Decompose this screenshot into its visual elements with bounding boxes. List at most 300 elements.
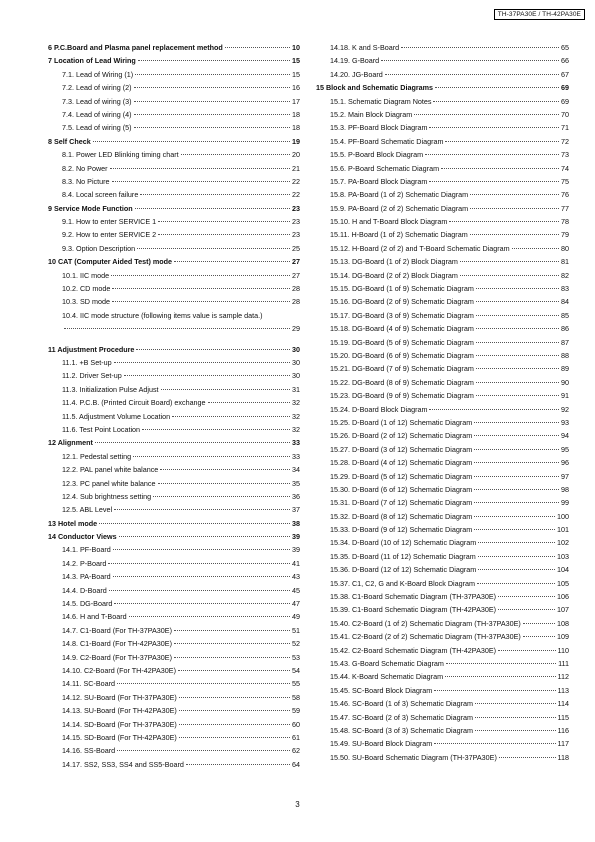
toc-entry-page-number: 37 xyxy=(292,505,300,515)
toc-entry-title: 8.4. Local screen failure xyxy=(62,190,139,200)
toc-subsection-entry[interactable] xyxy=(316,657,569,670)
dot-leader xyxy=(174,643,290,644)
toc-entry-title: 15.46. SC-Board (1 of 3) Schematic Diagram xyxy=(330,699,474,709)
toc-entry-title: 15.11. H-Board (1 of 2) Schematic Diagram xyxy=(330,230,468,240)
toc-entry-title: 15.47. SC-Board (2 of 3) Schematic Diagram xyxy=(330,712,474,722)
toc-entry-title: 15 Block and Schematic Diagrams xyxy=(316,83,434,93)
toc-section-entry[interactable] xyxy=(48,436,300,449)
toc-subsection-entry[interactable] xyxy=(316,670,569,683)
toc-entry-page-number: 73 xyxy=(561,150,569,160)
toc-entry-page-number: 32 xyxy=(292,424,300,434)
toc-entry-title: 9.1. How to enter SERVICE 1 xyxy=(62,217,157,227)
dot-leader xyxy=(117,683,290,684)
toc-entry-page-number: 69 xyxy=(561,96,569,106)
dot-leader xyxy=(114,509,290,510)
toc-subsection-entry[interactable] xyxy=(48,463,300,476)
toc-section-entry[interactable] xyxy=(48,135,300,148)
toc-subsection-entry[interactable] xyxy=(316,724,569,737)
toc-entry-page-number: 53 xyxy=(292,652,300,662)
toc-entry-page-number: 80 xyxy=(561,243,569,253)
toc-entry-page-number: 52 xyxy=(292,639,300,649)
toc-subsection-entry[interactable] xyxy=(48,423,300,436)
toc-entry-page-number: 58 xyxy=(292,692,300,702)
toc-entry-title: 15.6. P-Board Schematic Diagram xyxy=(330,163,440,173)
dot-leader xyxy=(499,757,556,758)
toc-entry-page-number: 113 xyxy=(557,685,569,695)
toc-entry-page-number: 41 xyxy=(292,558,300,568)
dot-leader xyxy=(474,489,559,490)
toc-subsection-entry[interactable] xyxy=(316,429,569,442)
toc-entry-page-number: 79 xyxy=(561,230,569,240)
toc-entry-title: 15.5. P-Board Block Diagram xyxy=(330,150,424,160)
toc-subsection-entry[interactable] xyxy=(48,450,300,463)
dot-leader xyxy=(498,596,555,597)
dot-leader xyxy=(429,127,559,128)
toc-section-entry[interactable] xyxy=(48,41,300,54)
toc-subsection-entry[interactable] xyxy=(316,362,569,375)
toc-subsection-entry[interactable] xyxy=(316,389,569,402)
dot-leader xyxy=(477,583,555,584)
toc-subsection-entry[interactable] xyxy=(316,175,569,188)
dot-leader xyxy=(474,516,555,517)
toc-entry-page-number: 109 xyxy=(557,632,569,642)
toc-subsection-entry[interactable] xyxy=(48,188,300,201)
toc-entry-page-number: 33 xyxy=(292,451,300,461)
toc-subsection-entry[interactable] xyxy=(316,68,569,81)
dot-leader xyxy=(474,449,559,450)
dot-leader xyxy=(134,101,290,102)
toc-subsection-entry[interactable] xyxy=(316,416,569,429)
toc-subsection-entry[interactable] xyxy=(316,550,569,563)
toc-subsection-entry[interactable] xyxy=(316,711,569,724)
dot-leader xyxy=(425,154,559,155)
dot-leader xyxy=(475,730,556,731)
toc-entry-title: 15.43. G-Board Schematic Diagram xyxy=(330,658,444,668)
toc-entry-title: 8.1. Power LED Blinking timing chart xyxy=(62,150,179,160)
page-number: 3 xyxy=(295,800,300,809)
toc-entry-page-number: 39 xyxy=(292,545,300,555)
toc-subsection-entry[interactable] xyxy=(48,215,300,228)
toc-entry-title: 10.2. CD mode xyxy=(62,284,111,294)
toc-entry-title: 15.15. DG-Board (1 of 9) Schematic Diagram xyxy=(330,284,474,294)
toc-entry-title: 13 Hotel mode xyxy=(48,518,98,528)
toc-entry-page-number: 105 xyxy=(557,578,569,588)
toc-subsection-entry[interactable] xyxy=(316,95,569,108)
toc-entry-page-number: 36 xyxy=(292,491,300,501)
toc-entry-page-number: 92 xyxy=(561,404,569,414)
toc-entry-page-number: 102 xyxy=(557,538,569,548)
toc-entry-page-number: 72 xyxy=(561,136,569,146)
toc-section-entry[interactable] xyxy=(48,343,300,356)
toc-entry-page-number: 21 xyxy=(292,163,300,173)
toc-entry-page-number: 20 xyxy=(292,150,300,160)
toc-subsection-entry[interactable] xyxy=(316,483,569,496)
toc-entry-title: 15.23. DG-Board (9 of 9) Schematic Diagram xyxy=(330,391,474,401)
toc-subsection-entry[interactable] xyxy=(48,108,300,121)
toc-left-column xyxy=(48,41,300,771)
toc-subsection-entry[interactable] xyxy=(316,403,569,416)
dot-leader xyxy=(523,623,555,624)
toc-subsection-entry[interactable] xyxy=(48,610,300,623)
toc-section-entry[interactable] xyxy=(48,530,300,543)
toc-subsection-entry[interactable] xyxy=(316,162,569,175)
toc-entry-title: 9.3. Option Description xyxy=(62,243,136,253)
toc-subsection-entry[interactable] xyxy=(316,630,569,643)
toc-entry-page-number: 34 xyxy=(292,465,300,475)
toc-subsection-entry[interactable] xyxy=(48,758,300,771)
toc-entry-title: 12.2. PAL panel white balance xyxy=(62,465,159,475)
toc-section-entry[interactable] xyxy=(48,255,300,268)
toc-subsection-entry[interactable] xyxy=(48,309,300,322)
toc-entry-page-number: 65 xyxy=(561,43,569,52)
dot-leader xyxy=(129,616,290,617)
dot-leader xyxy=(476,355,559,356)
toc-subsection-entry[interactable] xyxy=(48,383,300,396)
toc-entry-title: 15.42. C2-Board Schematic Diagram (TH-42PA30E) xyxy=(330,645,497,655)
toc-subsection-entry[interactable] xyxy=(48,162,300,175)
toc-subsection-entry[interactable] xyxy=(316,336,569,349)
toc-subsection-entry[interactable] xyxy=(316,536,569,549)
toc-subsection-entry[interactable] xyxy=(48,731,300,744)
toc-entry-page-number: 93 xyxy=(561,417,569,427)
toc-subsection-entry[interactable] xyxy=(316,41,569,54)
toc-section-entry[interactable] xyxy=(48,54,300,67)
toc-subsection-entry[interactable] xyxy=(316,644,569,657)
toc-entry-page-number: 90 xyxy=(561,377,569,387)
toc-subsection-entry[interactable] xyxy=(48,503,300,516)
dot-leader xyxy=(112,181,290,182)
toc-entry-page-number: 111 xyxy=(558,658,569,668)
toc-subsection-entry[interactable] xyxy=(316,54,569,67)
toc-entry-page-number: 112 xyxy=(557,672,569,682)
toc-subsection-entry[interactable] xyxy=(48,121,300,134)
dot-leader xyxy=(478,542,555,543)
toc-subsection-entry[interactable] xyxy=(316,577,569,590)
toc-entry-title: 15.44. K-Board Schematic Diagram xyxy=(330,672,444,682)
dot-leader xyxy=(474,435,559,436)
toc-entry-page-number: 96 xyxy=(561,458,569,468)
toc-entry-page-number: 45 xyxy=(292,585,300,595)
toc-entry-page-number: 54 xyxy=(292,665,300,675)
toc-subsection-entry[interactable] xyxy=(48,369,300,382)
toc-entry-page-number: 43 xyxy=(292,572,300,582)
toc-entry-title: 15.13. DG-Board (1 of 2) Block Diagram xyxy=(330,257,458,267)
dot-leader xyxy=(470,194,559,195)
toc-subsection-entry[interactable] xyxy=(316,523,569,536)
toc-entry-title: 14.1. PF-Board xyxy=(62,545,111,555)
dot-leader xyxy=(476,288,559,289)
toc-subsection-entry[interactable] xyxy=(316,242,569,255)
toc-subsection-entry[interactable] xyxy=(316,510,569,523)
toc-entry-title: 11.5. Adjustment Volume Location xyxy=(62,411,171,421)
toc-subsection-entry[interactable] xyxy=(48,81,300,94)
toc-subsection-entry[interactable] xyxy=(48,282,300,295)
toc-subsection-entry[interactable] xyxy=(316,202,569,215)
toc-subsection-entry[interactable] xyxy=(48,477,300,490)
toc-subsection-entry[interactable] xyxy=(48,269,300,282)
toc-subsection-entry[interactable] xyxy=(48,95,300,108)
toc-entry-page-number: 97 xyxy=(561,471,569,481)
toc-subsection-entry[interactable] xyxy=(316,617,569,630)
toc-entry-page-number: 39 xyxy=(292,532,300,542)
toc-entry-title: 11.1. +B Set-up xyxy=(62,357,112,367)
toc-spacer xyxy=(48,336,300,343)
toc-subsection-entry[interactable] xyxy=(316,121,569,134)
toc-entry-title: 12.5. ABL Level xyxy=(62,505,113,515)
toc-entry-title: 10.4. IIC mode structure (following items value is sample data.) xyxy=(62,310,263,320)
toc-entry-page-number: 118 xyxy=(557,752,569,762)
toc-subsection-entry[interactable] xyxy=(48,175,300,188)
dot-leader xyxy=(134,114,290,115)
dot-leader xyxy=(478,569,555,570)
toc-entry-page-number: 61 xyxy=(292,732,300,742)
toc-entry-title: 7.5. Lead of wiring (5) xyxy=(62,123,132,133)
toc-entry-page-number: 117 xyxy=(557,739,569,749)
toc-entry-title: 15.20. DG-Board (6 of 9) Schematic Diagram xyxy=(330,350,474,360)
dot-leader xyxy=(498,650,555,651)
toc-subsection-entry[interactable] xyxy=(48,691,300,704)
toc-section-entry[interactable] xyxy=(48,202,300,215)
toc-subsection-entry[interactable] xyxy=(316,456,569,469)
dot-leader xyxy=(476,395,559,396)
toc-entry-title: 15.50. SU-Board Schematic Diagram (TH-37PA30E) xyxy=(330,752,497,762)
toc-subsection-entry[interactable] xyxy=(48,651,300,664)
toc-subsection-entry[interactable] xyxy=(316,751,569,764)
toc-subsection-entry[interactable] xyxy=(316,603,569,616)
dot-leader xyxy=(445,676,555,677)
toc-subsection-entry[interactable] xyxy=(48,664,300,677)
toc-entry-title: 15.3. PF-Board Block Diagram xyxy=(330,123,428,133)
toc-entry-page-number: 31 xyxy=(292,384,300,394)
toc-entry-title: 14.4. D-Board xyxy=(62,585,107,595)
toc-entry-page-number: 23 xyxy=(292,203,300,213)
toc-subsection-entry[interactable] xyxy=(48,295,300,308)
dot-leader xyxy=(449,221,559,222)
dot-leader xyxy=(136,349,290,350)
toc-entry-title: 15.45. SC-Board Block Diagram xyxy=(330,685,433,695)
toc-entry-page-number: 98 xyxy=(561,484,569,494)
dot-leader xyxy=(414,114,559,115)
dot-leader xyxy=(476,368,559,369)
toc-entry-title: 15.24. D-Board Block Diagram xyxy=(330,404,428,414)
dot-leader xyxy=(114,362,290,363)
toc-subsection-entry[interactable] xyxy=(48,677,300,690)
toc-entry-page-number: 75 xyxy=(561,176,569,186)
dot-leader xyxy=(523,636,555,637)
toc-entry-page-number: 108 xyxy=(557,618,569,628)
toc-subsection-entry[interactable] xyxy=(316,148,569,161)
toc-entry-page-number: 62 xyxy=(292,746,300,756)
toc-entry-page-number: 71 xyxy=(561,123,569,133)
toc-entry-page-number: 99 xyxy=(561,498,569,508)
dot-leader xyxy=(172,416,290,417)
toc-subsection-entry[interactable] xyxy=(316,295,569,308)
toc-entry-page-number: 107 xyxy=(557,605,569,615)
toc-entry-page-number: 17 xyxy=(292,96,300,106)
toc-subsection-entry[interactable] xyxy=(316,228,569,241)
toc-entry-page-number: 55 xyxy=(292,679,300,689)
toc-entry-title: 15.32. D-Board (8 of 12) Schematic Diagram xyxy=(330,511,473,521)
toc-subsection-entry[interactable] xyxy=(48,744,300,757)
toc-entry-title: 14.8. C1-Board (For TH-42PA30E) xyxy=(62,639,172,649)
toc-entry-page-number: 94 xyxy=(561,431,569,441)
dot-leader xyxy=(158,234,290,235)
toc-subsection-entry[interactable] xyxy=(48,597,300,610)
toc-entry-page-number: 33 xyxy=(292,438,300,448)
toc-entry-page-number: 35 xyxy=(292,478,300,488)
toc-entry-title: 12.1. Pedestal setting xyxy=(62,451,132,461)
toc-subsection-entry[interactable] xyxy=(48,490,300,503)
dot-leader xyxy=(445,141,559,142)
dot-leader xyxy=(181,154,290,155)
toc-subsection-entry[interactable] xyxy=(316,322,569,335)
toc-subsection-entry[interactable] xyxy=(48,718,300,731)
dot-leader xyxy=(470,208,559,209)
toc-subsection-entry[interactable] xyxy=(316,590,569,603)
toc-entry-page-number: 89 xyxy=(561,364,569,374)
toc-entry-title: 15.1. Schematic Diagram Notes xyxy=(330,96,432,106)
toc-entry-title: 7.2. Lead of wiring (2) xyxy=(62,83,132,93)
toc-entry-title: 14.16. SS-Board xyxy=(62,746,116,756)
dot-leader xyxy=(179,737,290,738)
toc-entry-page-number: 27 xyxy=(292,270,300,280)
toc-subsection-entry[interactable] xyxy=(316,269,569,282)
toc-entry-page-number: 116 xyxy=(557,725,569,735)
toc-subsection-entry[interactable] xyxy=(48,624,300,637)
dot-leader xyxy=(124,375,290,376)
toc-subsection-entry[interactable] xyxy=(48,543,300,556)
toc-subsection-entry[interactable] xyxy=(48,148,300,161)
dot-leader xyxy=(112,301,290,302)
toc-section-entry[interactable] xyxy=(48,517,300,530)
dot-leader xyxy=(117,750,290,751)
toc-entry-page-number: 69 xyxy=(561,83,569,93)
dot-leader xyxy=(401,47,559,48)
toc-subsection-entry[interactable] xyxy=(316,376,569,389)
toc-subsection-entry[interactable] xyxy=(316,563,569,576)
dot-leader xyxy=(470,234,559,235)
toc-entry-title: 15.36. D-Board (12 of 12) Schematic Diagram xyxy=(330,565,477,575)
toc-entry-title: 15.10. H and T-Board Block Diagram xyxy=(330,217,448,227)
toc-entry-title: 12.3. PC panel white balance xyxy=(62,478,156,488)
toc-subsection-entry[interactable] xyxy=(48,704,300,717)
toc-entry-page-number: 51 xyxy=(292,625,300,635)
toc-entry-title: 11.6. Test Point Location xyxy=(62,424,141,434)
toc-entry-title: 15.18. DG-Board (4 of 9) Schematic Diagram xyxy=(330,324,474,334)
dot-leader xyxy=(64,328,290,329)
toc-entry-title: 10.3. SD mode xyxy=(62,297,110,307)
toc-subsection-entry[interactable] xyxy=(48,396,300,409)
toc-section-entry[interactable] xyxy=(316,81,569,94)
toc-subsection-entry[interactable] xyxy=(316,188,569,201)
toc-subsection-entry[interactable] xyxy=(48,242,300,255)
toc-subsection-entry[interactable] xyxy=(48,557,300,570)
toc-entry-title: 14.9. C2-Board (For TH-37PA30E) xyxy=(62,652,172,662)
toc-entry-page-number: 82 xyxy=(561,270,569,280)
dot-leader xyxy=(474,502,559,503)
dot-leader xyxy=(119,536,290,537)
toc-entry-page-number: 16 xyxy=(292,83,300,93)
toc-entry-title: 15.28. D-Board (4 of 12) Schematic Diagram xyxy=(330,458,473,468)
toc-subsection-entry[interactable] xyxy=(48,228,300,241)
dot-leader xyxy=(161,389,290,390)
toc-entry-title: 15.17. DG-Board (3 of 9) Schematic Diagram xyxy=(330,310,474,320)
toc-subsection-entry[interactable] xyxy=(48,68,300,81)
toc-subsection-entry[interactable] xyxy=(316,496,569,509)
toc-subsection-entry[interactable] xyxy=(48,637,300,650)
toc-entry-title: 12.4. Sub brightness setting xyxy=(62,491,152,501)
toc-subsection-entry[interactable] xyxy=(316,443,569,456)
toc-entry-page-number: 47 xyxy=(292,599,300,609)
dot-leader xyxy=(476,342,559,343)
toc-entry-title: 14.5. DG-Board xyxy=(62,599,113,609)
dot-leader xyxy=(93,141,290,142)
toc-entry-page-number: 115 xyxy=(557,712,569,722)
toc-subsection-entry[interactable] xyxy=(48,410,300,423)
dot-leader xyxy=(113,549,290,550)
toc-subsection-entry[interactable] xyxy=(316,684,569,697)
dot-leader xyxy=(474,422,559,423)
toc-entry-title: 8 Self Check xyxy=(48,136,91,146)
toc-entry-title: 14.14. SD-Board (For TH-37PA30E) xyxy=(62,719,177,729)
toc-subsection-entry[interactable] xyxy=(48,570,300,583)
dot-leader xyxy=(381,60,559,61)
toc-subsection-entry[interactable] xyxy=(316,737,569,750)
dot-leader xyxy=(179,697,290,698)
dot-leader xyxy=(160,469,290,470)
toc-subsection-entry[interactable] xyxy=(316,135,569,148)
toc-entry-title: 15.34. D-Board (10 of 12) Schematic Diagram xyxy=(330,538,477,548)
toc-subsection-entry[interactable] xyxy=(48,356,300,369)
toc-entry-title: 14.15. SD-Board (For TH-42PA30E) xyxy=(62,732,177,742)
toc-entry-page-number: 59 xyxy=(292,706,300,716)
toc-subsection-entry[interactable] xyxy=(316,309,569,322)
toc-subsection-entry[interactable] xyxy=(316,255,569,268)
toc-entry-title: 11.3. Initialization Pulse Adjust xyxy=(62,384,159,394)
dot-leader xyxy=(112,288,290,289)
toc-entry-title: 15.12. H-Board (2 of 2) and T-Board Schematic Diagram xyxy=(330,243,510,253)
dot-leader xyxy=(512,248,559,249)
toc-entry-title: 15.9. PA-Board (2 of 2) Schematic Diagram xyxy=(330,203,469,213)
dot-leader xyxy=(114,603,290,604)
toc-right-column xyxy=(316,41,569,764)
toc-entry-page-number: 106 xyxy=(557,592,569,602)
toc-subsection-entry[interactable] xyxy=(316,697,569,710)
toc-subsection-entry[interactable] xyxy=(316,470,569,483)
toc-entry-page-number: 66 xyxy=(561,56,569,66)
dot-leader xyxy=(476,301,559,302)
toc-subsection-entry[interactable] xyxy=(316,215,569,228)
toc-entry-title: 10 CAT (Computer Aided Test) mode xyxy=(48,257,173,267)
toc-entry-title: 14.12. SU-Board (For TH-37PA30E) xyxy=(62,692,177,702)
toc-entry-title: 15.30. D-Board (6 of 12) Schematic Diagram xyxy=(330,484,473,494)
toc-entry-title: 14.20. JG-Board xyxy=(330,69,383,79)
toc-entry-title: 15.22. DG-Board (8 of 9) Schematic Diagram xyxy=(330,377,474,387)
toc-subsection-entry[interactable] xyxy=(316,108,569,121)
toc-entry-title: 9 Service Mode Function xyxy=(48,203,133,213)
toc-subsection-entry[interactable] xyxy=(48,322,300,335)
toc-subsection-entry[interactable] xyxy=(316,282,569,295)
dot-leader xyxy=(385,74,559,75)
toc-subsection-entry[interactable] xyxy=(316,349,569,362)
dot-leader xyxy=(134,87,290,88)
dot-leader xyxy=(179,724,290,725)
toc-subsection-entry[interactable] xyxy=(48,584,300,597)
toc-entry-title: 15.19. DG-Board (5 of 9) Schematic Diagram xyxy=(330,337,474,347)
toc-entry-page-number: 32 xyxy=(292,411,300,421)
toc-entry-title: 15.21. DG-Board (7 of 9) Schematic Diagram xyxy=(330,364,474,374)
dot-leader xyxy=(433,101,559,102)
